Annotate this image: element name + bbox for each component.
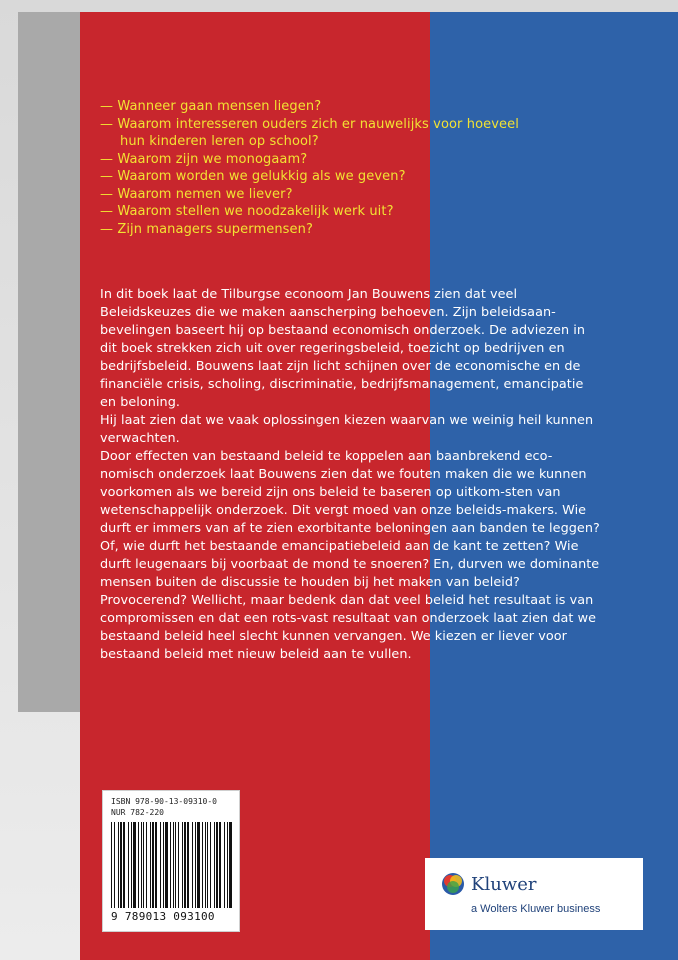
grey-side-strip [18, 12, 80, 712]
question-item: — Zijn managers supermensen? [100, 221, 520, 239]
publisher-logo-block [425, 858, 643, 930]
question-item: — Waarom stellen we noodzakelijk werk uit? [100, 203, 520, 221]
nur-text: NUR 782-220 [111, 808, 164, 817]
question-item: — Waarom interesseren ouders zich er nauwelijks voor hoeveel hun kinderen leren op school? [100, 116, 520, 151]
barcode-digits: 9 789013 093100 [111, 910, 215, 923]
blurb-paragraph: In dit boek laat de Tilburgse econoom Jan Bouwens zien dat veel Beleidskeuzes die we maken aanscherping behoeven. Zijn beleidsaan-bevelingen baseert hij op bestaand economisch onderzoek. De adviezen in dit boek strekken zich uit over regeringsbeleid, toezicht op bedrijven en bedrijfsbeleid. Bouwens laat zijn licht schijnen over de economische en de financiële crisis, scholing, discriminatie, bedrijfsmanagement, emancipatie en beloning. [100, 287, 586, 410]
blurb-paragraph: Hij laat zien dat we vaak oplossingen kiezen waarvan we weinig heil kunnen verwachten. [100, 413, 594, 446]
barcode-graphic [109, 822, 235, 908]
barcode-label [102, 790, 240, 932]
publisher-name: Kluwer [471, 874, 537, 895]
kluwer-globe-icon [441, 872, 465, 896]
blurb-text [100, 286, 600, 664]
isbn-text: ISBN 978-90-13-09310-0 [111, 797, 217, 806]
question-item: — Wanneer gaan mensen liegen? [100, 98, 520, 116]
question-list [100, 98, 520, 238]
question-item: — Waarom nemen we liever? [100, 186, 520, 204]
blurb-paragraph: Door effecten van bestaand beleid te koppelen aan baanbrekend eco-nomisch onderzoek laat Bouwens zien dat we fouten maken die we kunnen voorkomen als we bereid zijn ons beleid te baseren op uitkom-sten van wetenschappelijk onderzoek. Dit vergt moed van onze beleids-makers. Wie durft er immers van af te zien exorbitante beloningen aan banden te leggen? Of, wie durft het bestaande emancipatiebeleid aan de kant te zetten? Wie durft leugenaars bij voorbaat de mond te snoeren? En, durven we dominante mensen buiten de discussie te houden bij het maken van beleid? Provocerend? Wellicht, maar bedenk dan dat veel beleid het resultaat is van compromissen en dat een rots-vast resultaat van onderzoek laat zien dat we bestaand beleid heel slecht kunnen vervangen. We kiezen er liever voor bestaand beleid met nieuw beleid aan te vullen. [100, 449, 600, 662]
question-item: — Waarom zijn we monogaam? [100, 151, 520, 169]
publisher-tagline: a Wolters Kluwer business [471, 903, 601, 915]
question-item: — Waarom worden we gelukkig als we geven? [100, 168, 520, 186]
